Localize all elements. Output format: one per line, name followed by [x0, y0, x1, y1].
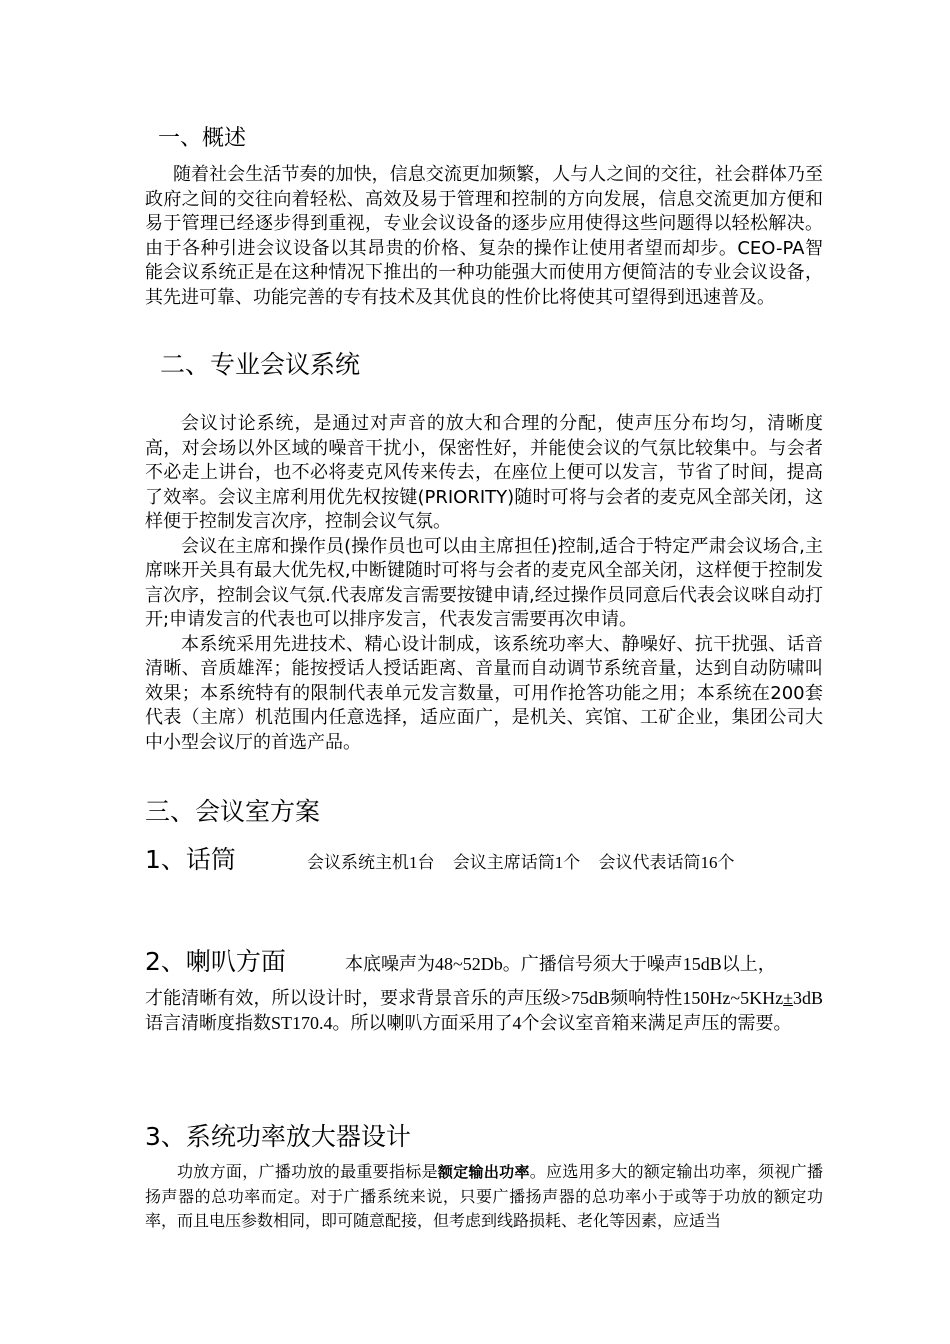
speaker-lead: 本底噪声为48~52Db。广播信号须大于噪声15dB以上，	[345, 954, 776, 974]
system-paragraph-2: 会议在主席和操作员(操作员也可以由主席担任)控制,适合于特定严肃会议场合,主席咪开关具有最大优先权,中断键随时可将与会者的麦克风全部关闭，这样便于控制发言次序，控制会议气氛.代表席发言需要按键申请,经过操作员同意后代表会议咪自动打开;申请发言的代表也可以排序发言，代表发言需要再次申请。	[145, 535, 823, 630]
amplifier-body	[145, 1160, 823, 1235]
heading-speaker: 2、喇叭方面	[145, 947, 286, 976]
heading-microphone: 1、话筒	[145, 845, 236, 874]
system-paragraph-1: 会议讨论系统，是通过对声音的放大和合理的分配，使声压分布均匀，清晰度高，对会场以外区域的噪音干扰小，保密性好，并能使会议的气氛比较集中。与会者不必走上讲台，也不必将麦克风传来传去，在座位上便可以发言，节省了时间，提高了效率。会议主席利用优先权按键(PRIORITY)随时可将与会者的麦克风全部关闭，这样便于控制发言次序，控制会议气氛。	[145, 413, 823, 532]
mic-item-host: 会议系统主机1台	[307, 853, 435, 872]
overview-text: 随着社会生活节奏的加快，信息交流更加频繁，人与人之间的交往，社会群体乃至政府之间的交往向着轻松、高效及易于管理和控制的方向发展，信息交流更加方便和易于管理已经逐步得到重视，专业会议设备的逐步应用使得这些问题得以轻松解决。由于各种引进会议设备以其昂贵的价格、复杂的操作让使用者望而却步。CEO-PA智能会议系统正是在这种情况下推出的一种功能强大而使用方便简洁的专业会议设备，其先进可靠、功能完善的专有技术及其优良的性价比将使其可望得到迅速普及。	[145, 164, 823, 308]
amplifier-text-2: 。应选用多大的额定输出功率，须视广播扬声器的总功率而定。对于广播系统来说，只要广播扬声器的总功率小于或等于功放的额定功率，而且电压参数相同，即可随意配接，但考虑到线路损耗、老化等因素，应适当	[145, 1164, 823, 1230]
speaker-text-b: 3dB语言清晰度指数ST170.4。所以喇叭方面采用了4个会议室音箱来满足声压的需要。	[145, 988, 823, 1033]
overview-paragraph	[145, 163, 823, 310]
system-paragraph-3: 本系统采用先进技术、精心设计制成，该系统功率大、静噪好、抗干扰强、话音清晰、音质雄浑；能按授话人授话距离、音量而自动调节系统音量，达到自动防啸叫效果；本系统特有的限制代表单元发言数量，可用作抢答功能之用；本系统在200套代表（主席）机范围内任意选择，适应面广，是机关、宾馆、工矿企业，集团公司大中小型会议厅的首选产品。	[145, 633, 823, 753]
mic-item-chairman: 会议主席话筒1个	[452, 853, 581, 872]
mic-row	[145, 843, 825, 877]
heading-professional-system: 二、专业会议系统	[160, 350, 361, 379]
rated-output-power: 额定输出功率	[437, 1163, 530, 1181]
speaker-body	[145, 986, 823, 1035]
heading-amplifier-design: 3、系统功率放大器设计	[145, 1122, 411, 1151]
speaker-text	[145, 986, 823, 1035]
amplifier-text-1: 功放方面，广播功放的最重要指标是	[177, 1164, 438, 1181]
professional-system-body	[145, 412, 823, 755]
heading-meeting-room-plan: 三、会议室方案	[145, 797, 321, 826]
speaker-row	[145, 945, 825, 979]
mic-items	[307, 853, 749, 872]
plus-minus-symbol: ±	[783, 988, 793, 1008]
amplifier-text	[145, 1160, 823, 1235]
heading-overview: 一、概述	[158, 126, 247, 151]
mic-item-delegate: 会议代表话筒16个	[598, 853, 735, 872]
speaker-text-a: 才能清晰有效，所以设计时，要求背景音乐的声压级>75dB频响特性150Hz~5KHz	[145, 988, 784, 1008]
